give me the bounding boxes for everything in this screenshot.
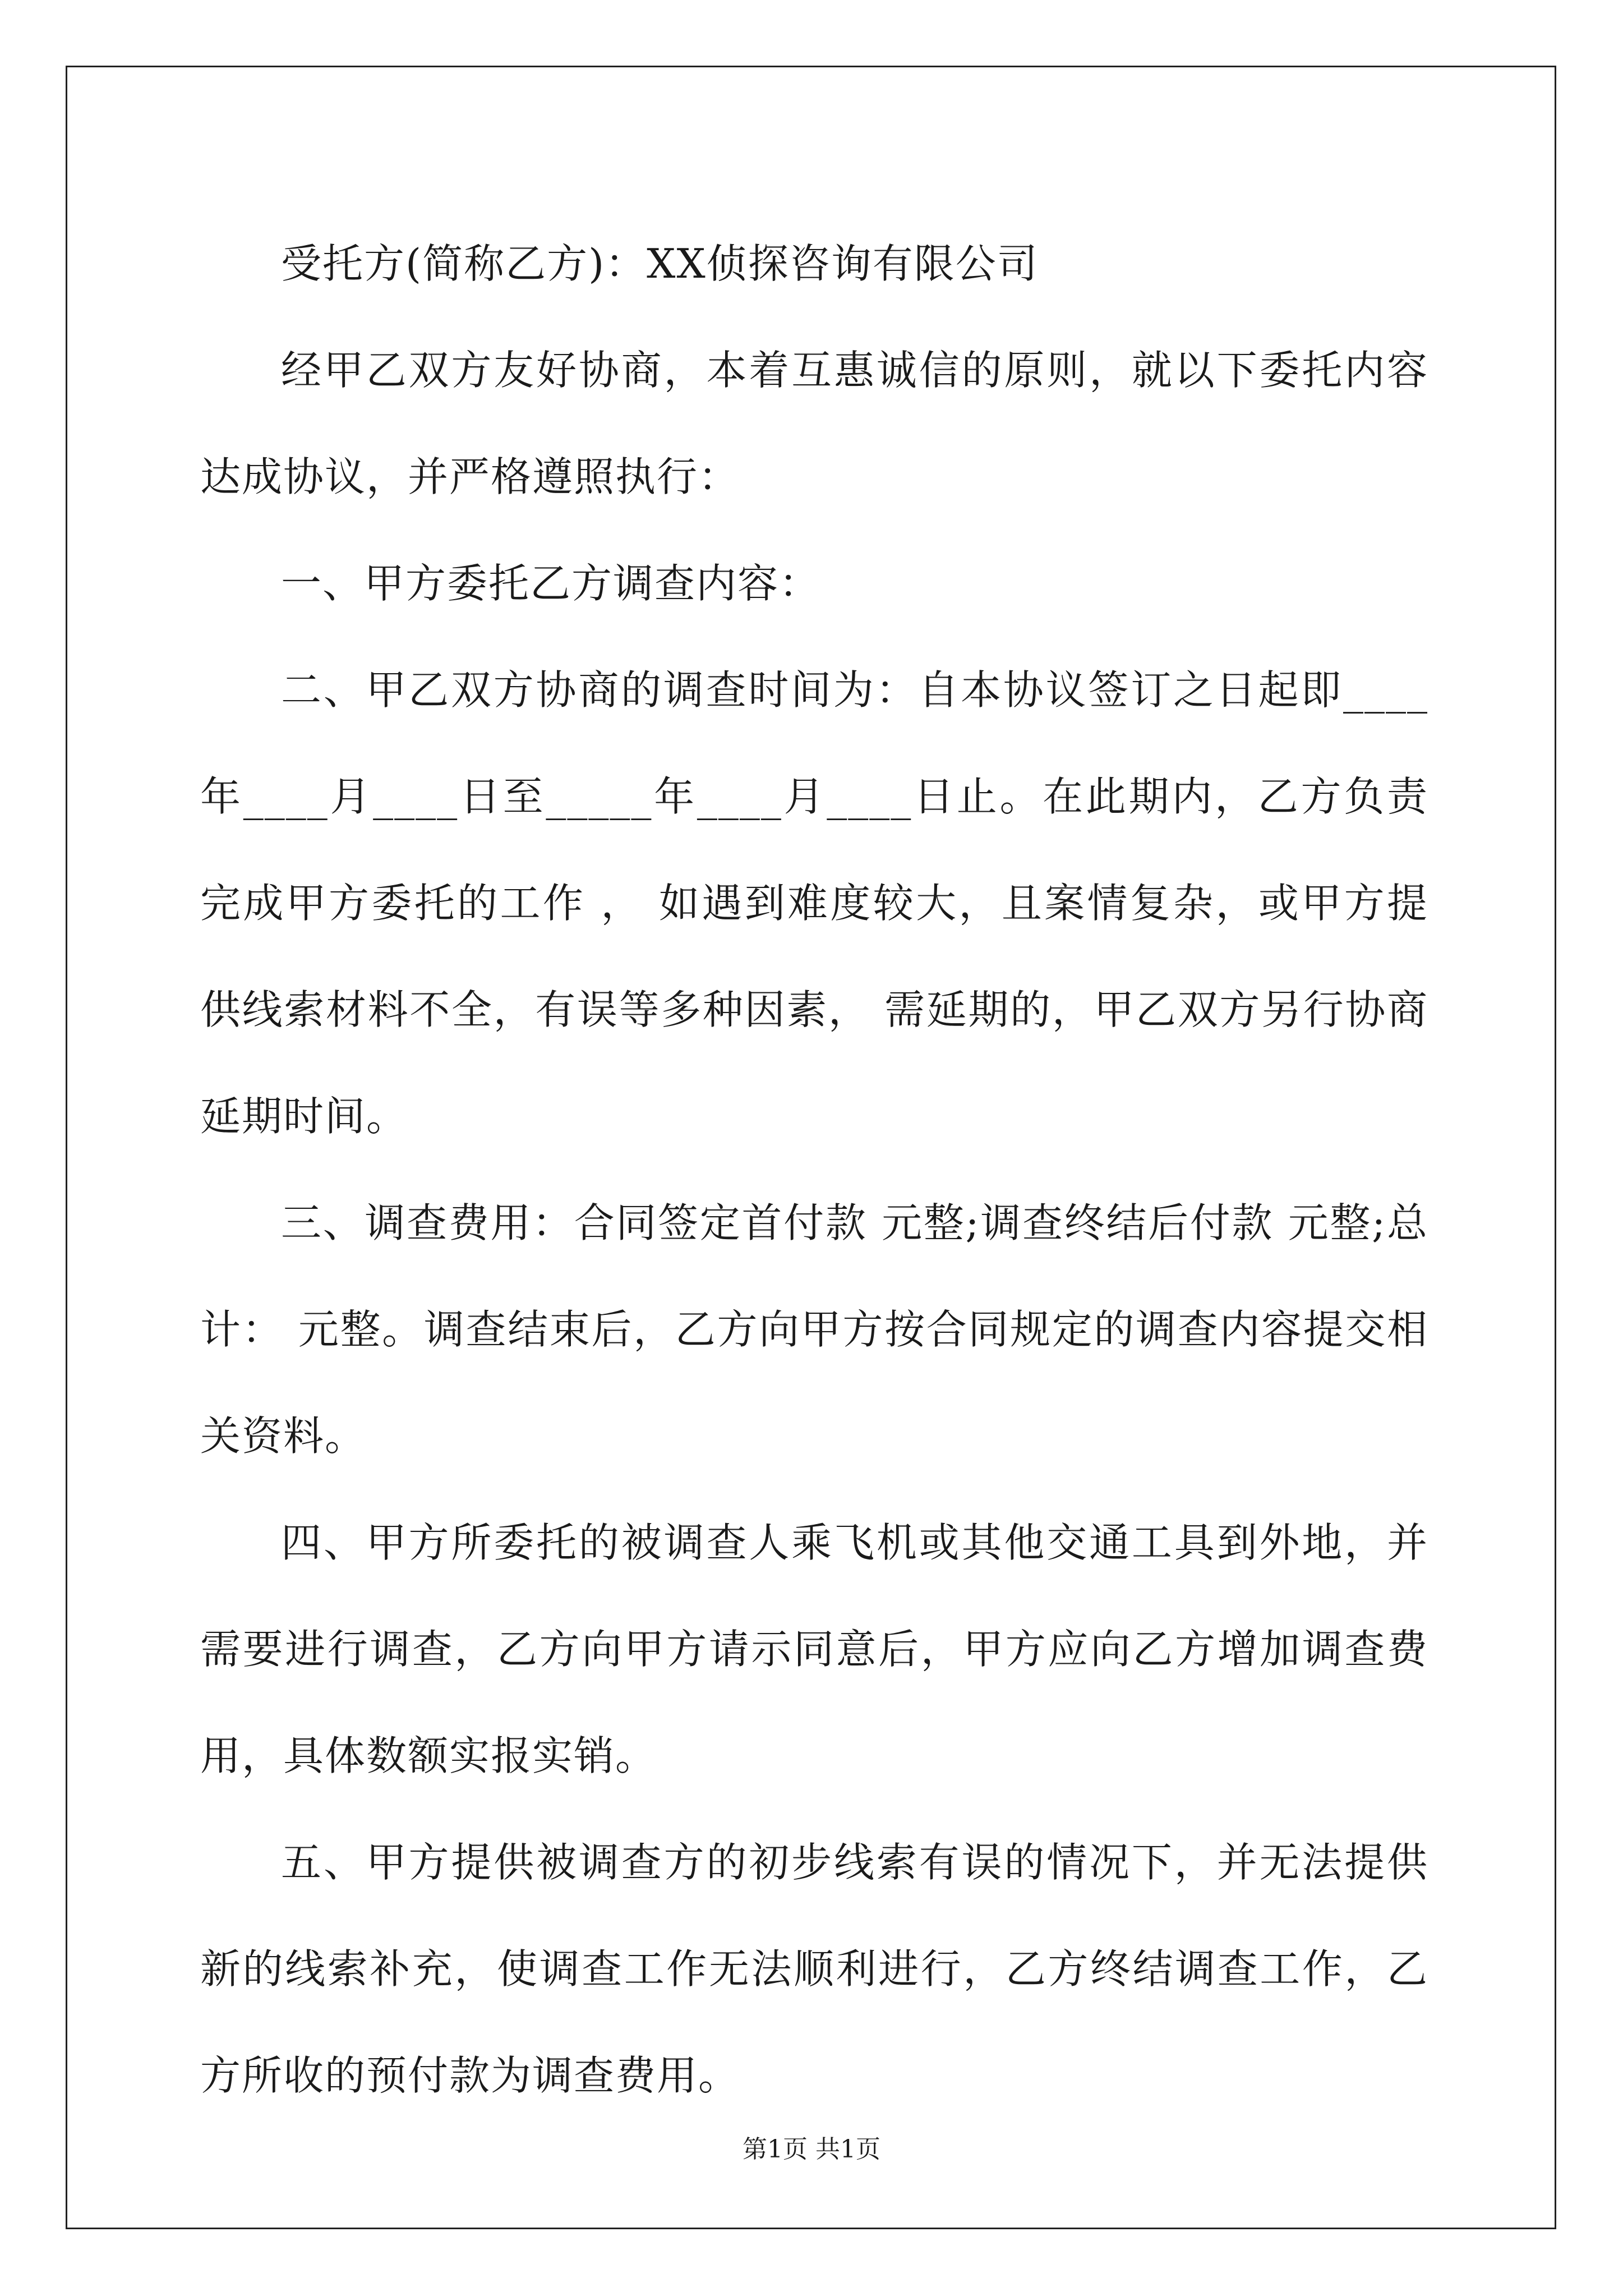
paragraph-clause-5: 五、甲方提供被调查方的初步线索有误的情况下，并无法提供新的线索补充，使调查工作无法顺利进行，乙方终结调查工作，乙方所收的预付款为调查费用。 <box>200 1839 1428 2099</box>
document-body <box>200 210 1428 2129</box>
page-footer: 第1页 共1页 <box>743 2135 880 2164</box>
paragraph-agreement-intro: 经甲乙双方友好协商，本着互惠诚信的原则，就以下委托内容达成协议，并严格遵照执行： <box>200 347 1428 500</box>
paragraph-clause-3: 三、调查费用：合同签定首付款 元整;调查终结后付款 元整;总计： 元整。调查结束后，乙方向甲方按合同规定的调查内容提交相关资料。 <box>200 1199 1428 1460</box>
paragraph-clause-1: 一、甲方委托乙方调查内容： <box>281 560 821 607</box>
paragraph-trustee: 受托方(简称乙方)：XX侦探咨询有限公司 <box>281 240 1039 287</box>
paragraph-clause-4: 四、甲方所委托的被调查人乘飞机或其他交通工具到外地，并需要进行调查，乙方向甲方请示同意后，甲方应向乙方增加调查费用，具体数额实报实销。 <box>200 1519 1428 1779</box>
paragraph-clause-2: 二、甲乙双方协商的调查时间为：自本协议签订之日起即____年____月____日至_____年____月____日止。在此期内，乙方负责完成甲方委托的工作 ， 如遇到难度较大，且案情复杂，或甲方提供线索材料不全，有误等多种因素， 需延期的，甲乙双方另行协商延期时间。 <box>200 666 1428 1140</box>
